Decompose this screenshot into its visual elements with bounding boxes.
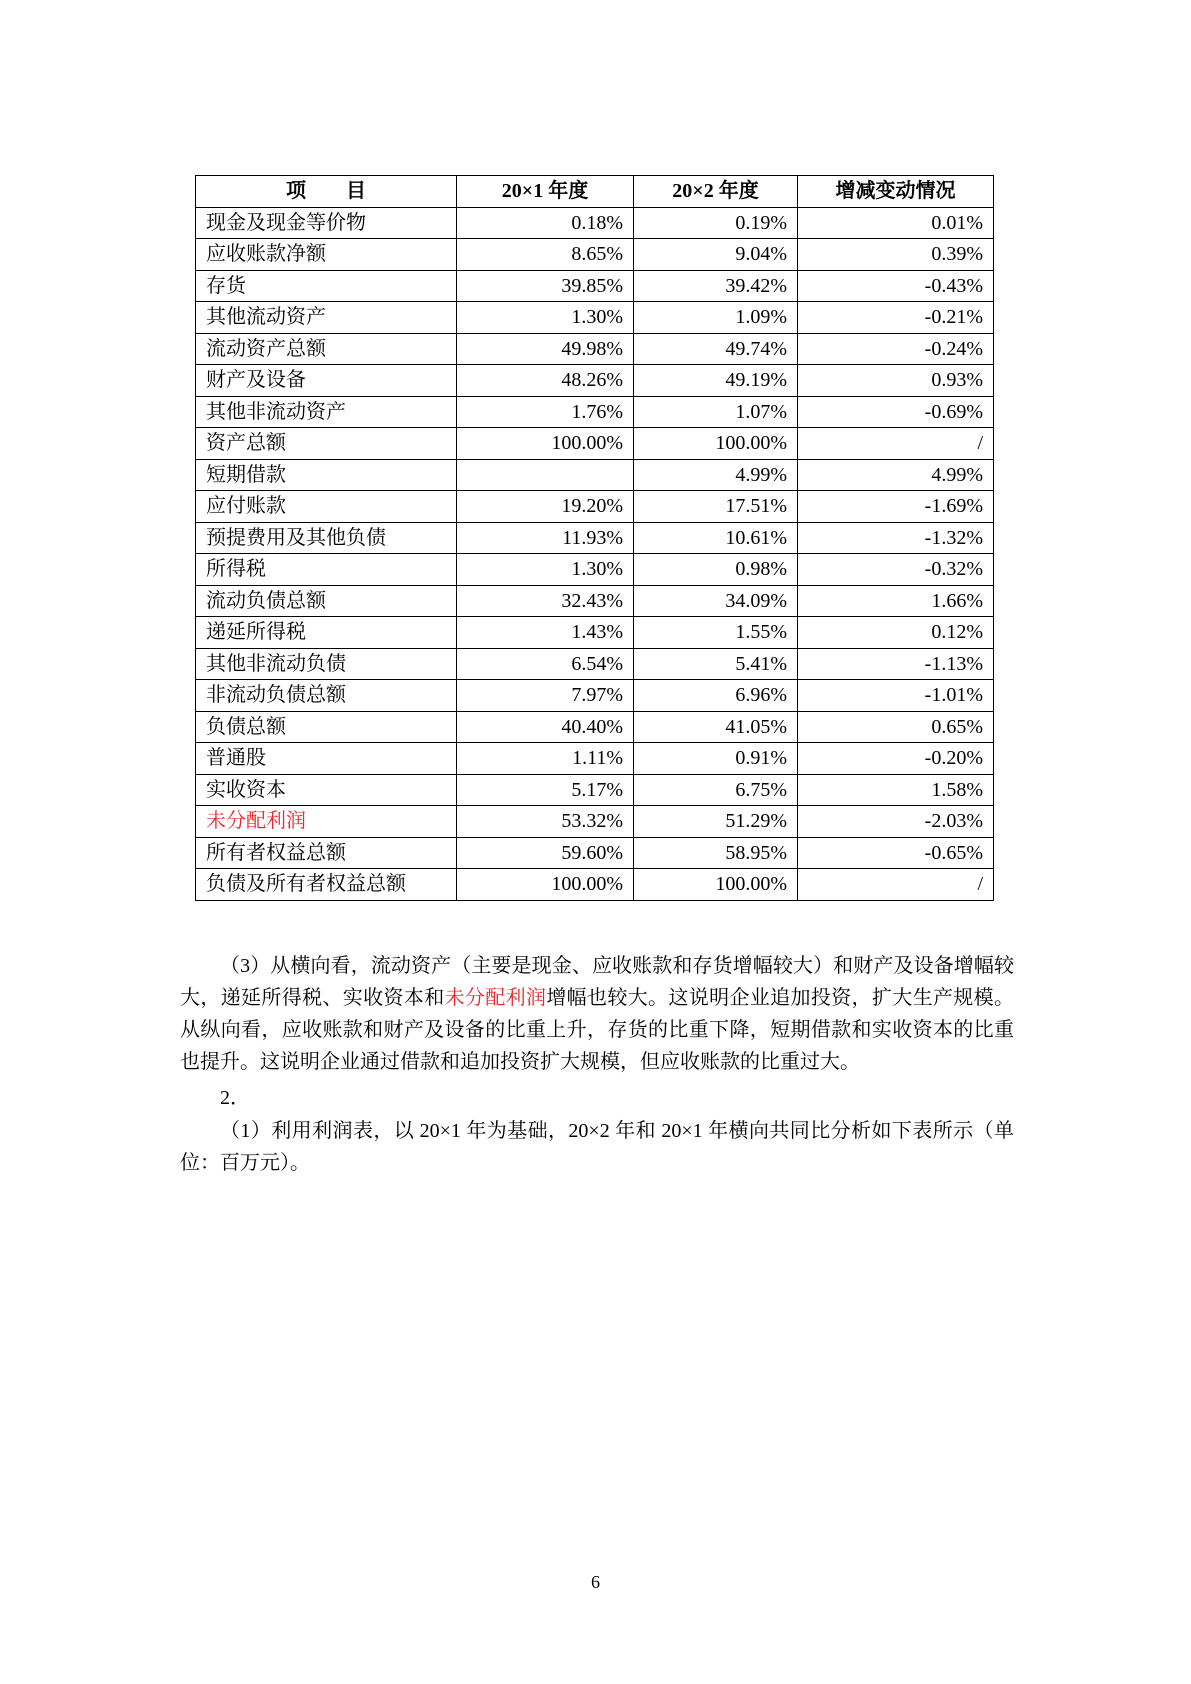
cell-year2: 39.42% — [634, 270, 798, 302]
cell-year1: 39.85% — [457, 270, 634, 302]
table-row — [196, 522, 994, 554]
cell-year1: 6.54% — [457, 648, 634, 680]
header-change: 增减变动情况 — [798, 176, 994, 208]
cell-item: 预提费用及其他负债 — [196, 522, 457, 554]
cell-year2: 1.55% — [634, 617, 798, 649]
table-row — [196, 554, 994, 586]
table-row — [196, 680, 994, 712]
cell-item: 其他流动资产 — [196, 302, 457, 334]
cell-item: 非流动负债总额 — [196, 680, 457, 712]
cell-item: 实收资本 — [196, 774, 457, 806]
cell-year1: 1.76% — [457, 396, 634, 428]
cell-year1: 59.60% — [457, 837, 634, 869]
table-row — [196, 743, 994, 775]
cell-item: 短期借款 — [196, 459, 457, 491]
cell-change: 0.01% — [798, 207, 994, 239]
table-row — [196, 365, 994, 397]
cell-change: -0.20% — [798, 743, 994, 775]
table-row — [196, 302, 994, 334]
cell-item: 所得税 — [196, 554, 457, 586]
cell-year2: 1.07% — [634, 396, 798, 428]
cell-change: -1.01% — [798, 680, 994, 712]
table-row — [196, 207, 994, 239]
cell-item: 资产总额 — [196, 428, 457, 460]
cell-change: -0.32% — [798, 554, 994, 586]
page-number: 6 — [591, 1572, 600, 1592]
cell-year1: 1.43% — [457, 617, 634, 649]
cell-year1: 32.43% — [457, 585, 634, 617]
cell-year2: 9.04% — [634, 239, 798, 271]
cell-year1: 40.40% — [457, 711, 634, 743]
cell-year1: 49.98% — [457, 333, 634, 365]
cell-year1: 100.00% — [457, 869, 634, 901]
table-row — [196, 774, 994, 806]
cell-change: -0.43% — [798, 270, 994, 302]
cell-change: 0.93% — [798, 365, 994, 397]
cell-year2: 49.74% — [634, 333, 798, 365]
cell-year1: 8.65% — [457, 239, 634, 271]
highlighted-term: 未分配利润 — [444, 987, 547, 1009]
table-row — [196, 270, 994, 302]
cell-change: 1.66% — [798, 585, 994, 617]
cell-item: 递延所得税 — [196, 617, 457, 649]
cell-change: -0.24% — [798, 333, 994, 365]
cell-year2: 6.75% — [634, 774, 798, 806]
cell-item: 存货 — [196, 270, 457, 302]
header-year2: 20×2 年度 — [634, 176, 798, 208]
cell-year1: 11.93% — [457, 522, 634, 554]
cell-item: 流动负债总额 — [196, 585, 457, 617]
cell-change: 0.39% — [798, 239, 994, 271]
table-body — [196, 207, 994, 900]
cell-year1: 19.20% — [457, 491, 634, 523]
cell-change: -1.13% — [798, 648, 994, 680]
cell-year1: 100.00% — [457, 428, 634, 460]
cell-item: 未分配利润 — [196, 806, 457, 838]
cell-year2: 4.99% — [634, 459, 798, 491]
cell-item: 负债总额 — [196, 711, 457, 743]
cell-year1: 1.11% — [457, 743, 634, 775]
table-row — [196, 585, 994, 617]
table-row — [196, 428, 994, 460]
cell-item: 负债及所有者权益总额 — [196, 869, 457, 901]
cell-change: 0.65% — [798, 711, 994, 743]
cell-change: 4.99% — [798, 459, 994, 491]
table-row — [196, 239, 994, 271]
table-row — [196, 806, 994, 838]
cell-year2: 34.09% — [634, 585, 798, 617]
cell-year1: 48.26% — [457, 365, 634, 397]
header-year1: 20×1 年度 — [457, 176, 634, 208]
cell-change: -1.69% — [798, 491, 994, 523]
table-row — [196, 396, 994, 428]
cell-item: 财产及设备 — [196, 365, 457, 397]
cell-item: 其他非流动资产 — [196, 396, 457, 428]
cell-item: 所有者权益总额 — [196, 837, 457, 869]
cell-year2: 1.09% — [634, 302, 798, 334]
cell-item: 应收账款净额 — [196, 239, 457, 271]
cell-year1: 1.30% — [457, 554, 634, 586]
header-item: 项 目 — [196, 176, 457, 208]
cell-item: 普通股 — [196, 743, 457, 775]
section-number: 2． — [220, 1087, 250, 1109]
cell-year1: 7.97% — [457, 680, 634, 712]
cell-change: -0.65% — [798, 837, 994, 869]
cell-change: 0.12% — [798, 617, 994, 649]
table-row — [196, 617, 994, 649]
cell-item: 流动资产总额 — [196, 333, 457, 365]
cell-year2: 49.19% — [634, 365, 798, 397]
cell-year2: 51.29% — [634, 806, 798, 838]
cell-change: / — [798, 869, 994, 901]
paragraph-text-after: 增幅也较大。这说明企业追加投资，扩大生产规模。从纵向看，应收账款和财产及设备的比重上升，存货的比重下降，短期借款和实收资本的比重也提升。这说明企业通过借款和追加投资扩大规模，但应收账款的比重过大。 — [180, 987, 1015, 1073]
table-row — [196, 491, 994, 523]
cell-year1: 5.17% — [457, 774, 634, 806]
table-row — [196, 459, 994, 491]
intro-paragraph: （1）利用利润表，以 20×1 年为基础，20×2 年和 20×1 年横向共同比分析如下表所示（单位：百万元）。 — [180, 1120, 1014, 1174]
cell-year1 — [457, 459, 634, 491]
common-size-balance-table — [195, 175, 994, 901]
paragraph-text-before: （3）从横向看，流动资产（主要是现金、应收账款和存货增幅较大）和财产及设备增幅较大，递延所得税、实收资本和 — [180, 955, 1014, 1009]
table-row — [196, 333, 994, 365]
cell-year2: 6.96% — [634, 680, 798, 712]
cell-year1: 1.30% — [457, 302, 634, 334]
cell-change: -0.21% — [798, 302, 994, 334]
cell-year2: 17.51% — [634, 491, 798, 523]
cell-year2: 10.61% — [634, 522, 798, 554]
cell-item: 现金及现金等价物 — [196, 207, 457, 239]
cell-year2: 41.05% — [634, 711, 798, 743]
cell-change: -0.69% — [798, 396, 994, 428]
cell-year2: 0.98% — [634, 554, 798, 586]
cell-change: -2.03% — [798, 806, 994, 838]
cell-item: 应付账款 — [196, 491, 457, 523]
cell-item: 其他非流动负债 — [196, 648, 457, 680]
table-header-row — [196, 176, 994, 208]
cell-change: -1.32% — [798, 522, 994, 554]
cell-year1: 53.32% — [457, 806, 634, 838]
table-row — [196, 837, 994, 869]
table-row — [196, 711, 994, 743]
analysis-paragraph — [180, 950, 1014, 1078]
cell-year2: 58.95% — [634, 837, 798, 869]
cell-change: / — [798, 428, 994, 460]
cell-year2: 0.91% — [634, 743, 798, 775]
table-row — [196, 869, 994, 901]
cell-year2: 100.00% — [634, 869, 798, 901]
cell-year1: 0.18% — [457, 207, 634, 239]
cell-year2: 100.00% — [634, 428, 798, 460]
cell-change: 1.58% — [798, 774, 994, 806]
table-row — [196, 648, 994, 680]
cell-year2: 5.41% — [634, 648, 798, 680]
cell-year2: 0.19% — [634, 207, 798, 239]
